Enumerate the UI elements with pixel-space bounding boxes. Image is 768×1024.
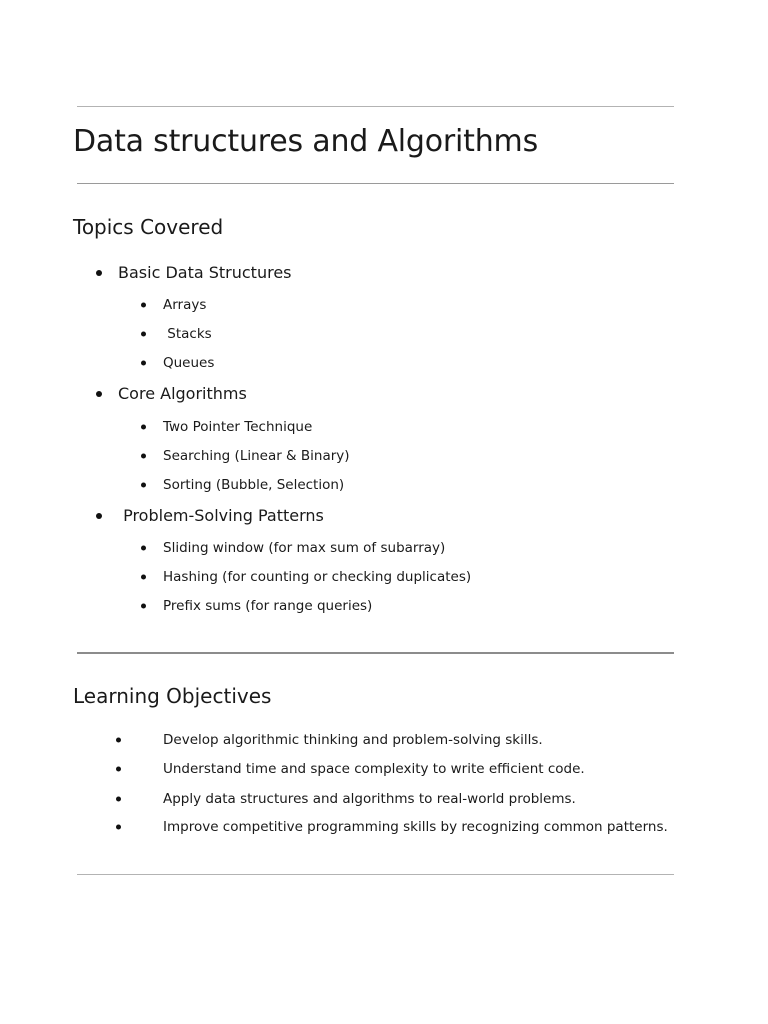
bullet-icon — [141, 604, 146, 609]
top-divider — [77, 106, 674, 107]
bullet-icon — [141, 425, 146, 430]
bullet-icon — [116, 767, 121, 772]
title-divider — [77, 183, 674, 184]
list-item-label: Sorting (Bubble, Selection) — [163, 477, 345, 493]
objective-item — [116, 789, 576, 809]
list-item — [141, 295, 207, 315]
bullet-icon — [141, 546, 146, 551]
objective-item — [116, 730, 543, 750]
topic-group-basic-data-structures — [96, 263, 292, 283]
bullet-icon — [96, 513, 102, 519]
list-item-label: Basic Data Structures — [118, 263, 292, 282]
list-item — [141, 324, 212, 344]
bullet-icon — [141, 361, 146, 366]
bullet-icon — [116, 738, 121, 743]
bullet-icon — [141, 483, 146, 488]
list-item — [141, 596, 373, 616]
section-divider — [77, 652, 674, 654]
list-item-label: Sliding window (for max sum of subarray) — [163, 540, 446, 556]
list-item-label: Searching (Linear & Binary) — [163, 448, 350, 464]
bullet-icon — [116, 825, 121, 830]
bullet-icon — [141, 454, 146, 459]
topic-group-problem-solving-patterns — [96, 506, 324, 526]
list-item — [141, 567, 472, 587]
list-item — [141, 446, 350, 466]
objective-label: Improve competitive programming skills by recognizing common patterns. — [163, 819, 668, 835]
list-item — [141, 353, 215, 373]
list-item-label: Hashing (for counting or checking duplicates) — [163, 569, 472, 585]
list-item — [141, 417, 313, 437]
objective-item — [116, 759, 585, 779]
bullet-icon — [141, 303, 146, 308]
bullet-icon — [141, 332, 146, 337]
list-item-label: Core Algorithms — [118, 384, 247, 403]
objective-item — [116, 817, 668, 837]
list-item-label: Queues — [163, 355, 215, 371]
list-item-label: Stacks — [163, 326, 212, 342]
list-item-label: Prefix sums (for range queries) — [163, 598, 373, 614]
objective-label: Apply data structures and algorithms to real-world problems. — [163, 791, 576, 807]
topic-group-core-algorithms — [96, 384, 247, 404]
bottom-divider — [77, 874, 674, 875]
bullet-icon — [116, 797, 121, 802]
objective-label: Understand time and space complexity to write efficient code. — [163, 761, 585, 777]
objectives-heading: Learning Objectives — [73, 684, 272, 708]
bullet-icon — [141, 575, 146, 580]
bullet-icon — [96, 391, 102, 397]
objective-label: Develop algorithmic thinking and problem-solving skills. — [163, 732, 543, 748]
bullet-icon — [96, 270, 102, 276]
page-title: Data structures and Algorithms — [73, 124, 539, 159]
list-item — [141, 475, 345, 495]
list-item-label: Two Pointer Technique — [163, 419, 313, 435]
list-item-label: Problem-Solving Patterns — [118, 506, 324, 525]
list-item — [141, 538, 446, 558]
topics-heading: Topics Covered — [73, 215, 224, 239]
list-item-label: Arrays — [163, 297, 207, 313]
